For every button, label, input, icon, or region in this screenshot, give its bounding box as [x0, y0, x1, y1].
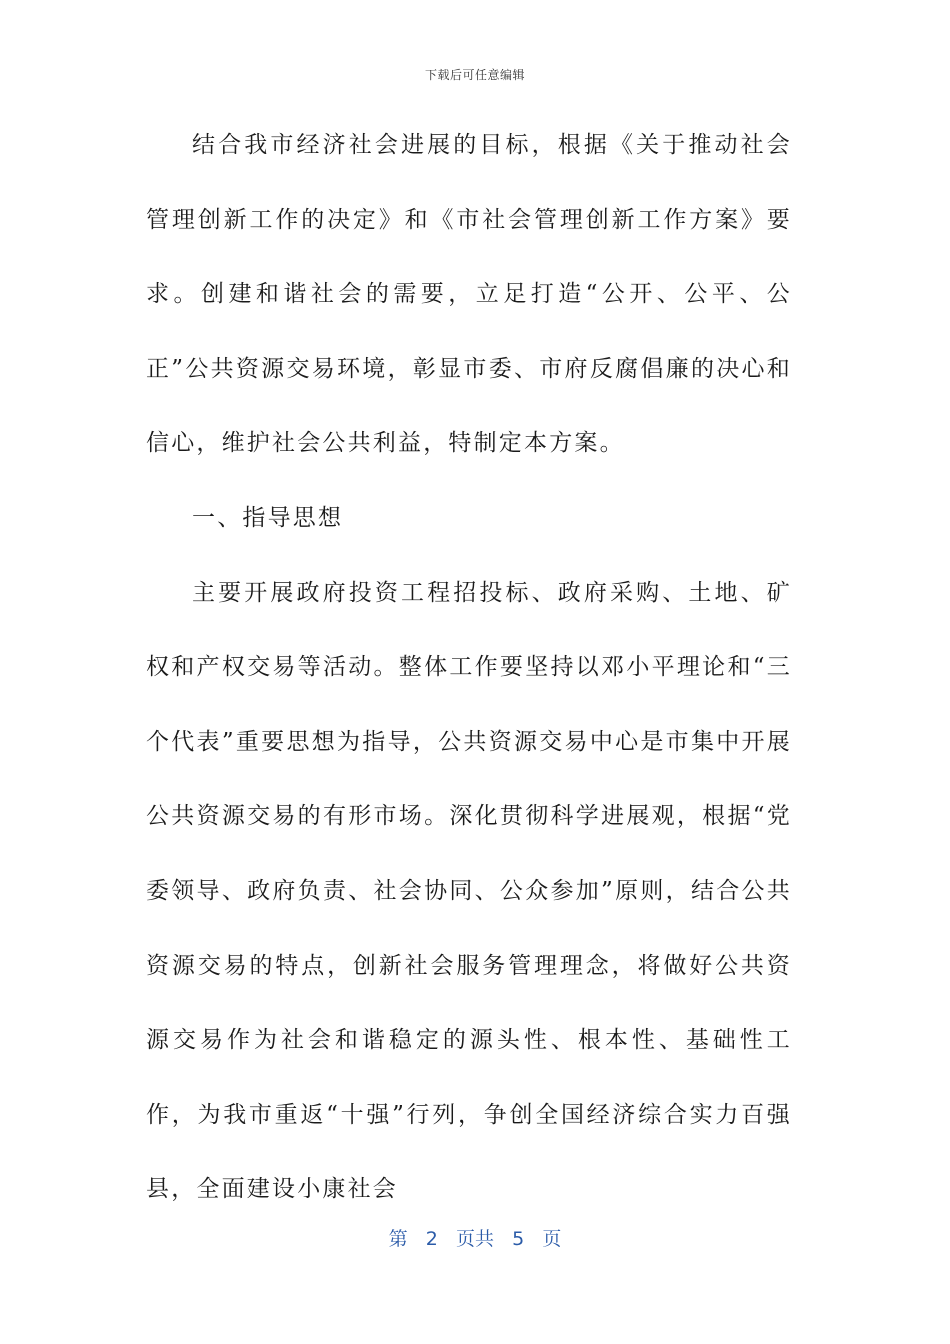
footer-middle: 页共 [455, 1228, 494, 1250]
footer-suffix: 页 [542, 1228, 562, 1250]
document-body [146, 108, 792, 1227]
footer-total-pages: 5 [512, 1228, 525, 1250]
header-note: 下载后可任意编辑 [424, 68, 525, 82]
footer-prefix: 第 [388, 1228, 408, 1250]
paragraph-intro: 结合我市经济社会进展的目标，根据《关于推动社会管理创新工作的决定》和《市社会管理创新工作方案》要求。创建和谐社会的需要，立足打造“公开、公平、公正”公共资源交易环境，彰显市委、市府反腐倡廉的决心和信心，维护社会公共利益，特制定本方案。 [146, 132, 792, 457]
footer-current-page: 2 [425, 1228, 438, 1250]
page-footer [0, 1224, 950, 1251]
section-heading-guiding-ideology: 一、指导思想 [192, 504, 344, 531]
paragraph-guiding-ideology: 主要开展政府投资工程招投标、政府采购、土地、矿权和产权交易等活动。整体工作要坚持以邓小平理论和“三个代表”重要思想为指导，公共资源交易中心是市集中开展公共资源交易的有形市场。深化贯彻科学进展观，根据“党委领导、政府负责、社会协同、公众参加”原则，结合公共资源交易的特点，创新社会服务管理理念，将做好公共资源交易作为社会和谐稳定的源头性、根本性、基础性工作，为我市重返“十强”行列，争创全国经济综合实力百强县，全面建设小康社会 [146, 579, 792, 1203]
